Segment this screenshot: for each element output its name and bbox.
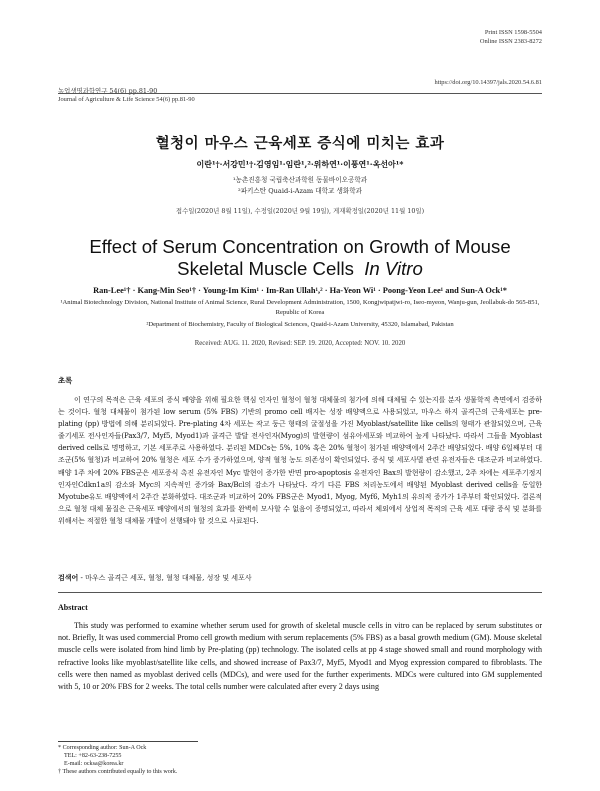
abstract-english-body: This study was performed to examine whether serum used for growth of skeletal muscle cells in vitro can be replaced by serum substitutes or not. Briefly, It was used commercial Promo cell growth medium with serum replacements (5% FBS) as a basal growth medium (GM). Mouse skeletal muscle cells were isolated from hind limb by Pre-plating (pp) technology. The isolated cells at pp 4 stage showed small and round morphology with refractive looks like myoblast/satellite like cells, and showed increase of Pax3/7, Myf5, Myod1 and Myog expression compared to fibroblasts. The cells were then named as myoblast derived cells (MDCs), and were used for the further experiments. MDCs were cultured into GM supplemented with 5, 10 or 20% FBS for 2 weeks. The total cells number were calculated after every 2 days using (58, 621, 542, 692)
footnotes (58, 744, 177, 776)
authors-english: Ran-Lee¹† · Kang-Min Seo¹† · Young-Im Kim¹ · Im-Ran Ullah¹,² · Ha-Yeon Wi¹ · Poong-Yeon Lee¹ and Sun-A Ock¹* (93, 286, 507, 295)
affiliation-korean-1: ¹농촌진흥청 국립축산과학원 동물바이오공학과 (232, 176, 368, 184)
title-english-main: Skeletal Muscle Cells (177, 258, 354, 279)
online-issn: Online ISSN 2383-8272 (479, 38, 542, 45)
header-divider (58, 93, 542, 94)
journal-english: Journal of Agriculture & Life Science 54(6) pp.81-90 (58, 96, 195, 103)
footnote-email[interactable]: E-mail: ocksa@korea.kr (64, 761, 124, 768)
journal-korean: 농업생명과학연구 54(6) pp.81-90 (58, 87, 158, 95)
footnote-divider (58, 741, 198, 742)
footnote-tel: TEL: +82-63-238-7255 (64, 753, 122, 760)
title-english-italic: In Vitro (364, 258, 423, 279)
footnote-corresponding: * Corresponding author: Sun-A Ock (58, 745, 147, 751)
abstract-english-heading: Abstract (58, 603, 88, 612)
keywords-label: 검색어 (58, 573, 79, 582)
abstract-korean-heading: 초록 (58, 376, 73, 385)
footnote-equal-contribution: † These authors contributed equally to this work. (58, 769, 178, 776)
dates-english: Received: AUG. 11. 2020, Revised: SEP. 19. 2020, Accepted: NOV. 10. 2020 (194, 340, 406, 347)
title-english-line2 (0, 258, 600, 280)
dates-korean: 접수일(2020년 8월 11일), 수정일(2020년 9월 19일), 게재확정일(2020년 11월 10일) (175, 207, 425, 215)
title-english-line1: Effect of Serum Concentration on Growth of Mouse (89, 236, 511, 257)
keywords-korean (58, 573, 252, 583)
affiliation-english-1: ¹Animal Biotechnology Division, National Institute of Animal Science, Rural Development Administration, 1500, Kongjwipatjwi-ro, Iseo-myeon, Wanju-gun, Jeollabuk-do 565-851, Republic of Korea (60, 299, 540, 316)
abstract-korean-body: 이 연구의 목적은 근육 세포의 증식 배양을 위해 필요한 핵심 인자인 혈청이 혈청 대체물의 첨가에 의해 대체될 수 있는지를 분자 생물학적 측면에서 검증하는 것이다. 혈청 대체물이 첨가된 low serum (5% FBS) 기반의 promo cell 배지는 성장 배양액으로 사용되었고, 마우스 하지 골격근의 근육세포는 pre-plating (pp) 방법에 의해 분리되었다. Pre-plating 4차 세포는 작고 둥근 형태의 굴절성을 가진 Myoblast/satellite like cells의 형태가 관찰되었으며, 근육 줄기세포 전사인자들(Pax3/7, Myf5, Myod1)과 골격근 발달 전사인자(Myog)의 발현량이 섬유아세포와 비교하여 높게 나타났다. 따라서 그들을 Myoblast derived cells로 명명하고, 기본 세포주로 사용하였다. 분리된 MDCs는 5%, 10% 혹은 20% 혈청이 첨가된 배양액에서 2주간 배양되었다. 배양 6일째부터 대조군(5% 혈청)과 비교하여 20% 혈청은 세포 수가 증가하였으며, 양적 혈청 농도 의존성이 확인되었다. 증식 및 세포사멸 관련 유전자들은 대조군과 비교하였다. 배양 1주 차에 20% FBS군은 세포증식 촉진 유전자인 Myc 발현이 증가한 반면 pro-apoptosis 유전자인 Bax의 발현량이 감소했고, 2주 차에는 세포주기정지 인자인Cdkn1a의 감소와 Myc의 지속적인 증가와 Bax/Bcl의 감소가 나타났다. 각기 다른 FBS 처리농도에서 배양된 Myoblast derived cells을 동일한 Myotube유도 배양액에서 2주간 분화하였다. 대조군과 비교하여 20% FBS군은 Myod1, Myog, Myf6, Myh1의 유의적 증가가 1주부터 확인되었다. 결론적으로 혈청 대체 물질은 근육세포 배양에서의 혈청의 효과를 완벽히 모사할 수 없음이 증명되었고, 따라서 체외에서 상업적 목적의 근육 세포 대량 증식 및 분화를 위해서는 적절한 혈청 대체물 개발이 선행돼야 할 것으로 사료된다. (58, 395, 542, 525)
keywords-list: - 마우스 골격근 세포, 혈청, 혈청 대체물, 성장 및 세포사 (78, 574, 252, 582)
section-divider (58, 592, 542, 593)
title-korean: 혈청이 마우스 근육세포 증식에 미치는 효과 (155, 135, 445, 152)
doi-link[interactable]: https://doi.org/10.14397/jals.2020.54.6.81 (434, 79, 542, 86)
authors-korean: 이란¹†·서강민¹†·김영임¹·임란¹,²·위하연¹·이풍연¹·옥선아¹* (196, 159, 404, 169)
affiliation-korean-2: ²파키스탄 Quaid-i-Azam 대학교 생화학과 (238, 187, 362, 195)
affiliation-english-2: ²Department of Biochemistry, Faculty of Biological Sciences, Quaid-i-Azam University, 45320, Islamabad, Pakistan (146, 321, 454, 328)
print-issn: Print ISSN 1598-5504 (484, 29, 542, 36)
